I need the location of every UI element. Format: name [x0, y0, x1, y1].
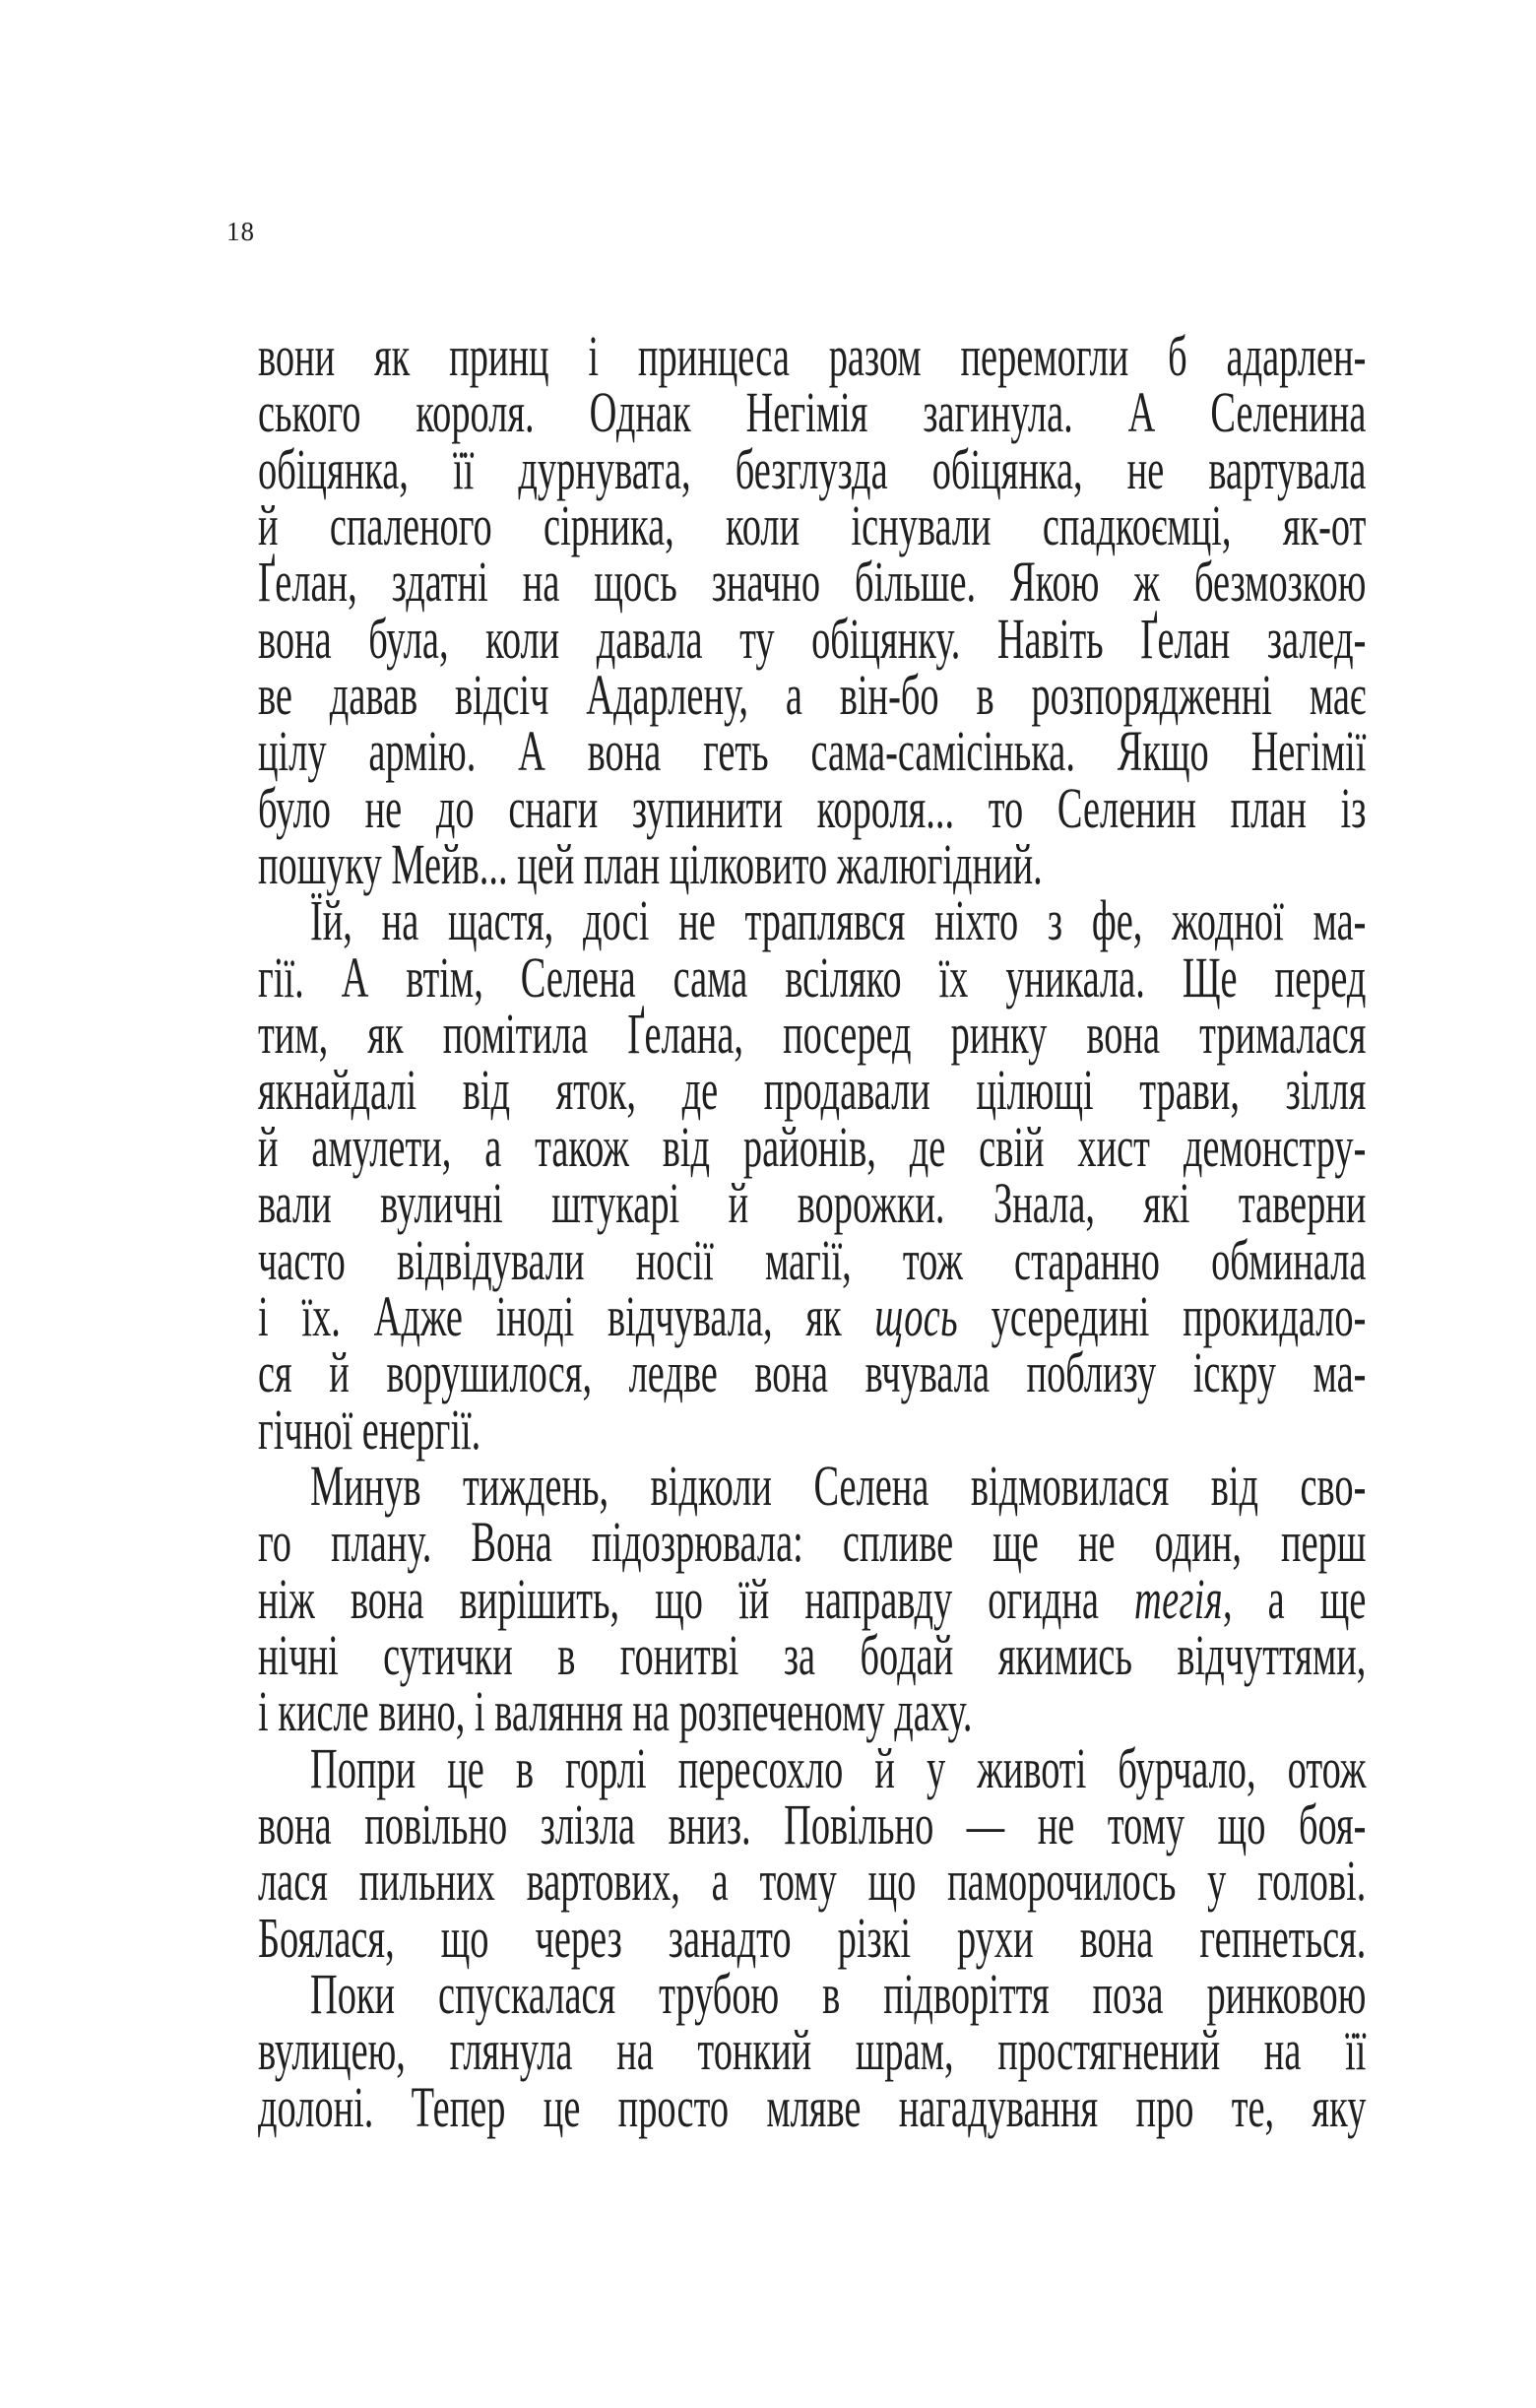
text-line: вали вуличні штукарі й ворожки. Знала, які таверни	[258, 1171, 1367, 1236]
text-line: якнайдалі від яток, де продавали цілющі трави, зілля	[258, 1058, 1367, 1123]
text-line: лася пильних вартових, а тому що паморочилось у голові.	[258, 1849, 1367, 1914]
text-line: й спаленого сірника, коли існували спадкоємці, як-от	[258, 493, 1367, 558]
text-line: гії. А втім, Селена сама всіляко їх уникала. Ще перед	[258, 944, 1367, 1009]
text-line: Попри це в горлі пересохло й у животі бурчало, отож	[309, 1735, 1367, 1800]
text-line: ського короля. Однак Негімія загинула. А Селенина	[258, 380, 1367, 445]
text-line: і їх. Адже іноді відчувала, як щось усередині прокидало-	[258, 1283, 1367, 1348]
paragraph	[258, 1735, 1367, 1970]
text-line: часто відвідували носії магії, тож старанно обминала	[258, 1227, 1367, 1292]
text-block	[258, 324, 1367, 2139]
text-line: нічні сутички в гонитві за бодай якимись відчуттями,	[258, 1622, 1367, 1687]
text-line: го плану. Вона підозрювала: спливе ще не один, перш	[258, 1510, 1367, 1575]
text-line: і кисле вино, і валяння на розпеченому даху.	[258, 1679, 973, 1744]
text-line: гічної енергії.	[258, 1397, 481, 1462]
text-line: Їй, на щастя, досі не траплявся ніхто з фе, жодної ма-	[309, 888, 1367, 953]
text-line: Ґелан, здатні на щось значно більше. Якою ж безмозкою	[258, 550, 1367, 615]
text-line: ся й ворушилося, ледве вона вчувала поблизу іскру ма-	[258, 1340, 1367, 1405]
text-line: ніж вона вирішить, що їй направду огидна тегія, а ще	[258, 1566, 1367, 1631]
text-line: цілу армію. А вона геть сама-самісінька. Якщо Негімії	[258, 719, 1367, 784]
page-number: 18	[226, 217, 255, 246]
text-line: й амулети, а також від районів, де свій хист демонстру-	[258, 1114, 1367, 1179]
text-line: Минув тиждень, відколи Селена відмовилася від сво-	[309, 1453, 1367, 1518]
text-line: пошуку Мейв... цей план цілковито жалюгідний.	[258, 832, 1043, 897]
text-line: вони як принц і принцеса разом перемогли б адарлен-	[258, 324, 1367, 388]
text-line: вулицею, глянула на тонкий шрам, простягнений на її	[258, 2018, 1367, 2083]
text-line: було не до снаги зупинити короля... то Селенин план із	[258, 775, 1367, 840]
text-line: Боялася, що через занадто різкі рухи вона гепнеться.	[258, 1905, 1367, 1970]
text-line: обіцянка, її дурнувата, безглузда обіцянка, не вартувала	[258, 436, 1367, 501]
paragraph	[258, 1961, 1367, 2139]
paragraph	[258, 1453, 1367, 1744]
text-line: вона була, коли давала ту обіцянку. Навіть Ґелан залед-	[258, 606, 1367, 671]
text-line: вона повільно злізла вниз. Повільно — не тому що боя-	[258, 1791, 1367, 1856]
text-line: ве давав відсіч Адарлену, а він-бо в розпорядженні має	[258, 663, 1367, 728]
text-line: Поки спускалася трубою в підворіття поза ринковою	[309, 1961, 1367, 2026]
paragraph	[258, 324, 1367, 897]
text-line: долоні. Тепер це просто мляве нагадування про те, яку	[258, 2074, 1367, 2139]
text-line: тим, як помітила Ґелана, посеред ринку вона трималася	[258, 1002, 1367, 1067]
paragraph	[258, 888, 1367, 1462]
